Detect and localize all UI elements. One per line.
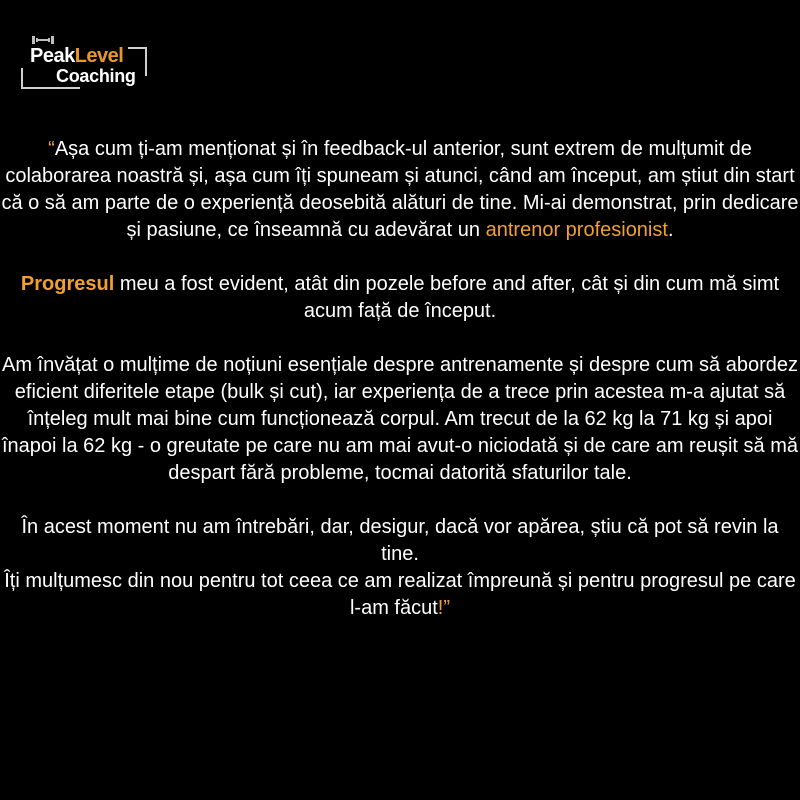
logo-word-level: Level [74,45,124,67]
testimonial-paragraph-1 [0,136,800,244]
highlight-progresul: Progresul [20,273,115,295]
logo-word-coaching: Coaching [56,66,136,86]
open-quote: “ [48,138,55,160]
testimonial-paragraph-3 [0,352,800,487]
highlight-antrenor-profesionist: antrenor profesionist [485,219,668,241]
p2-text: meu a fost evident, atât din pozele before and after, cât și din cum mă simt acum față de început. [114,273,780,322]
logo-word-peak: Peak [30,45,75,67]
p1-text: Așa cum ți-am menționat și în feedback-ul anterior, sunt extrem de mulțumit de colaborarea noastră și, așa cum îți spuneam și atunci, când am început, am știut din start că o să am parte de o experiență deosebită alături de tine. Mi-ai demonstrat, prin dedicare și pasiune, ce înseamnă cu adevărat un [1,138,799,241]
p4-line-1: În acest moment nu am întrebări, dar, desigur, dacă vor apărea, știu că pot să revin la tine. [21,516,779,565]
p1-end: . [667,219,674,241]
close-quote: !” [437,597,451,619]
peak-level-coaching-logo [18,32,150,92]
testimonial-paragraph-4 [0,514,800,622]
p3-text: Am învățat o mulțime de noțiuni esențiale despre antrenamente și despre cum să abordez eficient diferitele etape (bulk și cut), iar experiența de a trece prin acestea m-a ajutat să înțeleg mult mai bine cum funcționează corpul. Am trecut de la 62 kg la 71 kg și apoi înapoi la 62 kg - o greutate pe care nu am mai avut-o niciodată și de care am reușit să mă despart fără probleme, tocmai datorită sfaturilor tale. [2,354,798,484]
p4-line-2: Îți mulțumesc din nou pentru tot ceea ce am realizat împreună și pentru progresul pe care l-am făcut [4,570,796,619]
logo-text-top [30,46,123,66]
testimonial-text [0,136,800,649]
dumbbell-icon [32,36,54,44]
testimonial-paragraph-2 [0,271,800,325]
